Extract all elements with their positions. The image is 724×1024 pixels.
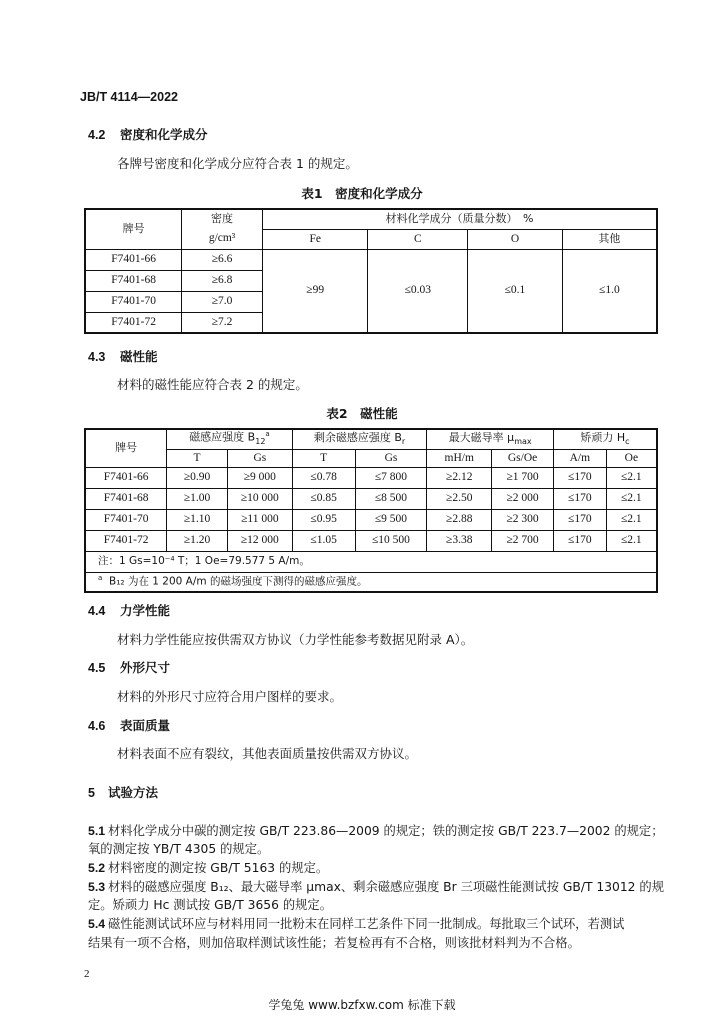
table1-header-density-unit: g/cm³ — [182, 229, 263, 249]
table-row — [85, 249, 657, 270]
unit-cell: Oe — [606, 449, 657, 467]
c-cell: ≤0.03 — [368, 249, 468, 333]
unit-cell: T — [292, 449, 355, 467]
table1 — [84, 208, 658, 334]
footer-watermark: 学兔兔 www.bzfxw.com 标准下载 — [268, 998, 456, 1012]
section-4-4-text: 材料力学性能应按供需双方协议（力学性能参考数据见附录 A）。 — [117, 632, 474, 647]
cell: ≤7 800 — [355, 467, 427, 488]
cell: ≤2.1 — [606, 467, 657, 488]
footnote-text: B₁₂ 为在 1 200 A/m 的磁场强度下测得的磁感应强度。 — [108, 575, 368, 588]
section-number: 4.2 — [88, 128, 106, 142]
unit-cell: Gs/Oe — [492, 449, 554, 467]
cell: ≤2.1 — [606, 530, 657, 551]
clause-5-1-line-1: 5.1 材料化学成分中碳的测定按 GB/T 223.86—2009 的规定；铁的测定按 GB/T 223.7—2002 的规定； — [88, 824, 664, 838]
grade-cell: F7401-68 — [85, 270, 182, 291]
cell: ≤170 — [553, 509, 606, 530]
cell: ≥10 000 — [227, 488, 292, 509]
cell: ≤0.95 — [292, 509, 355, 530]
table1-header-density: 密度 — [182, 209, 263, 229]
cell: ≥12 000 — [227, 530, 292, 551]
section-4-2-text: 各牌号密度和化学成分应符合表 1 的规定。 — [117, 156, 358, 171]
cell: ≤1.05 — [292, 530, 355, 551]
table2-header-b12: 磁感应强度 $B_{12}^a$ — [167, 429, 293, 449]
table1-header-c: C — [368, 229, 468, 249]
other-cell: ≤1.0 — [562, 249, 657, 333]
cell: F7401-66 — [85, 467, 167, 488]
section-number: 4.5 — [88, 661, 106, 675]
cell: ≥2.88 — [427, 509, 492, 530]
cell: ≥0.90 — [167, 467, 228, 488]
table1-header-chem: 材料化学成分（质量分数） % — [262, 209, 657, 229]
section-4-4-heading — [88, 601, 170, 619]
cell: ≥2.50 — [427, 488, 492, 509]
cell: ≥3.38 — [427, 530, 492, 551]
unit-cell: T — [167, 449, 228, 467]
cell: ≥1.20 — [167, 530, 228, 551]
unit-cell: mH/m — [427, 449, 492, 467]
cell: ≤10 500 — [355, 530, 427, 551]
table2-note-2 — [85, 572, 657, 592]
document-id: JB/T 4114—2022 — [80, 90, 178, 104]
section-number: 4.3 — [88, 350, 106, 364]
clause-5-2: 5.2 材料密度的测定按 GB/T 5163 的规定。 — [88, 861, 329, 875]
cell: ≤8 500 — [355, 488, 427, 509]
cell: ≥2 000 — [492, 488, 554, 509]
density-cell: ≥6.6 — [182, 249, 263, 270]
table1-header-fe: Fe — [262, 229, 368, 249]
table2-header-mu: 最大磁导率 $\mu_{max}$ — [427, 429, 554, 449]
clause-5-3-line-1: 5.3 材料的磁感应强度 B₁₂、最大磁导率 μmax、剩余磁感应强度 Br 三项磁性能测试按 GB/T 13012 的规 — [88, 880, 665, 894]
section-4-5-heading — [88, 658, 170, 676]
cell: F7401-72 — [85, 530, 167, 551]
table2 — [84, 428, 658, 593]
table2-header-hc: 矫顽力 $H_c$ — [553, 429, 657, 449]
table1-header-o: O — [468, 229, 563, 249]
table1-caption: 表1 密度和化学成分 — [301, 186, 423, 201]
section-4-3-text: 材料的磁性能应符合表 2 的规定。 — [117, 377, 308, 392]
cell: ≥1 700 — [492, 467, 554, 488]
density-cell: ≥7.2 — [182, 312, 263, 333]
section-4-3-heading — [88, 347, 158, 365]
cell: ≤2.1 — [606, 509, 657, 530]
grade-cell: F7401-72 — [85, 312, 182, 333]
fe-cell: ≥99 — [262, 249, 368, 333]
cell: ≤170 — [553, 488, 606, 509]
table-row — [85, 530, 657, 551]
table2-header-br: 剩余磁感应强度 $B_r$ — [292, 429, 427, 449]
cell: F7401-70 — [85, 509, 167, 530]
cell: ≤170 — [553, 530, 606, 551]
footnote-marker: a — [98, 574, 103, 583]
table-row — [85, 467, 657, 488]
section-4-6-heading — [88, 716, 170, 734]
grade-cell: F7401-66 — [85, 249, 182, 270]
cell: ≥2 700 — [492, 530, 554, 551]
grade-cell: F7401-70 — [85, 291, 182, 312]
cell: ≤170 — [553, 467, 606, 488]
cell: ≥2 300 — [492, 509, 554, 530]
cell: ≥11 000 — [227, 509, 292, 530]
unit-cell: A/m — [553, 449, 606, 467]
section-4-6-text: 材料表面不应有裂纹，其他表面质量按供需双方协议。 — [117, 746, 418, 761]
density-cell: ≥7.0 — [182, 291, 263, 312]
clause-5-1-line-2: 氧的测定按 YB/T 4305 的规定。 — [88, 842, 270, 856]
clause-5-3-line-2: 定。矫顽力 Hc 测试按 GB/T 3656 的规定。 — [88, 898, 333, 912]
unit-cell: Gs — [355, 449, 427, 467]
page-number: 2 — [84, 968, 90, 980]
cell: ≥9 000 — [227, 467, 292, 488]
table1-header-other: 其他 — [562, 229, 657, 249]
o-cell: ≤0.1 — [468, 249, 563, 333]
cell: ≤9 500 — [355, 509, 427, 530]
table2-note-1: 注：1 Gs=10⁻⁴ T；1 Oe=79.577 5 A/m。 — [85, 551, 657, 572]
clause-5-4-line-1: 5.4 磁性能测试试环应与材料用同一批粉末在同样工艺条件下同一批制成。每批取三个试环，若测试 — [88, 917, 625, 931]
cell: ≤0.85 — [292, 488, 355, 509]
unit-cell: Gs — [227, 449, 292, 467]
cell: ≥1.00 — [167, 488, 228, 509]
table2-header-grade: 牌号 — [85, 429, 167, 467]
table-row — [85, 509, 657, 530]
table-row — [85, 488, 657, 509]
section-title: 外形尺寸 — [120, 660, 171, 675]
table1-header-grade: 牌号 — [85, 209, 182, 249]
section-title: 密度和化学成分 — [120, 127, 208, 142]
clause-5-4-line-2: 结果有一项不合格，则加倍取样测试该性能；若复检再有不合格，则该批材料判为不合格。 — [88, 936, 580, 950]
cell: ≥1.10 — [167, 509, 228, 530]
cell: ≥2.12 — [427, 467, 492, 488]
section-title: 磁性能 — [120, 349, 158, 364]
section-title: 试验方法 — [108, 785, 159, 800]
section-title: 表面质量 — [120, 718, 171, 733]
cell: ≤2.1 — [606, 488, 657, 509]
section-number: 4.4 — [88, 604, 106, 618]
section-4-2-heading — [88, 125, 208, 143]
cell: F7401-68 — [85, 488, 167, 509]
density-cell: ≥6.8 — [182, 270, 263, 291]
section-title: 力学性能 — [120, 603, 171, 618]
section-4-5-text: 材料的外形尺寸应符合用户图样的要求。 — [117, 689, 343, 704]
cell: ≤0.78 — [292, 467, 355, 488]
table2-caption: 表2 磁性能 — [326, 406, 398, 421]
section-number: 5 — [88, 786, 95, 800]
section-5-heading — [88, 783, 158, 801]
section-number: 4.6 — [88, 719, 106, 733]
